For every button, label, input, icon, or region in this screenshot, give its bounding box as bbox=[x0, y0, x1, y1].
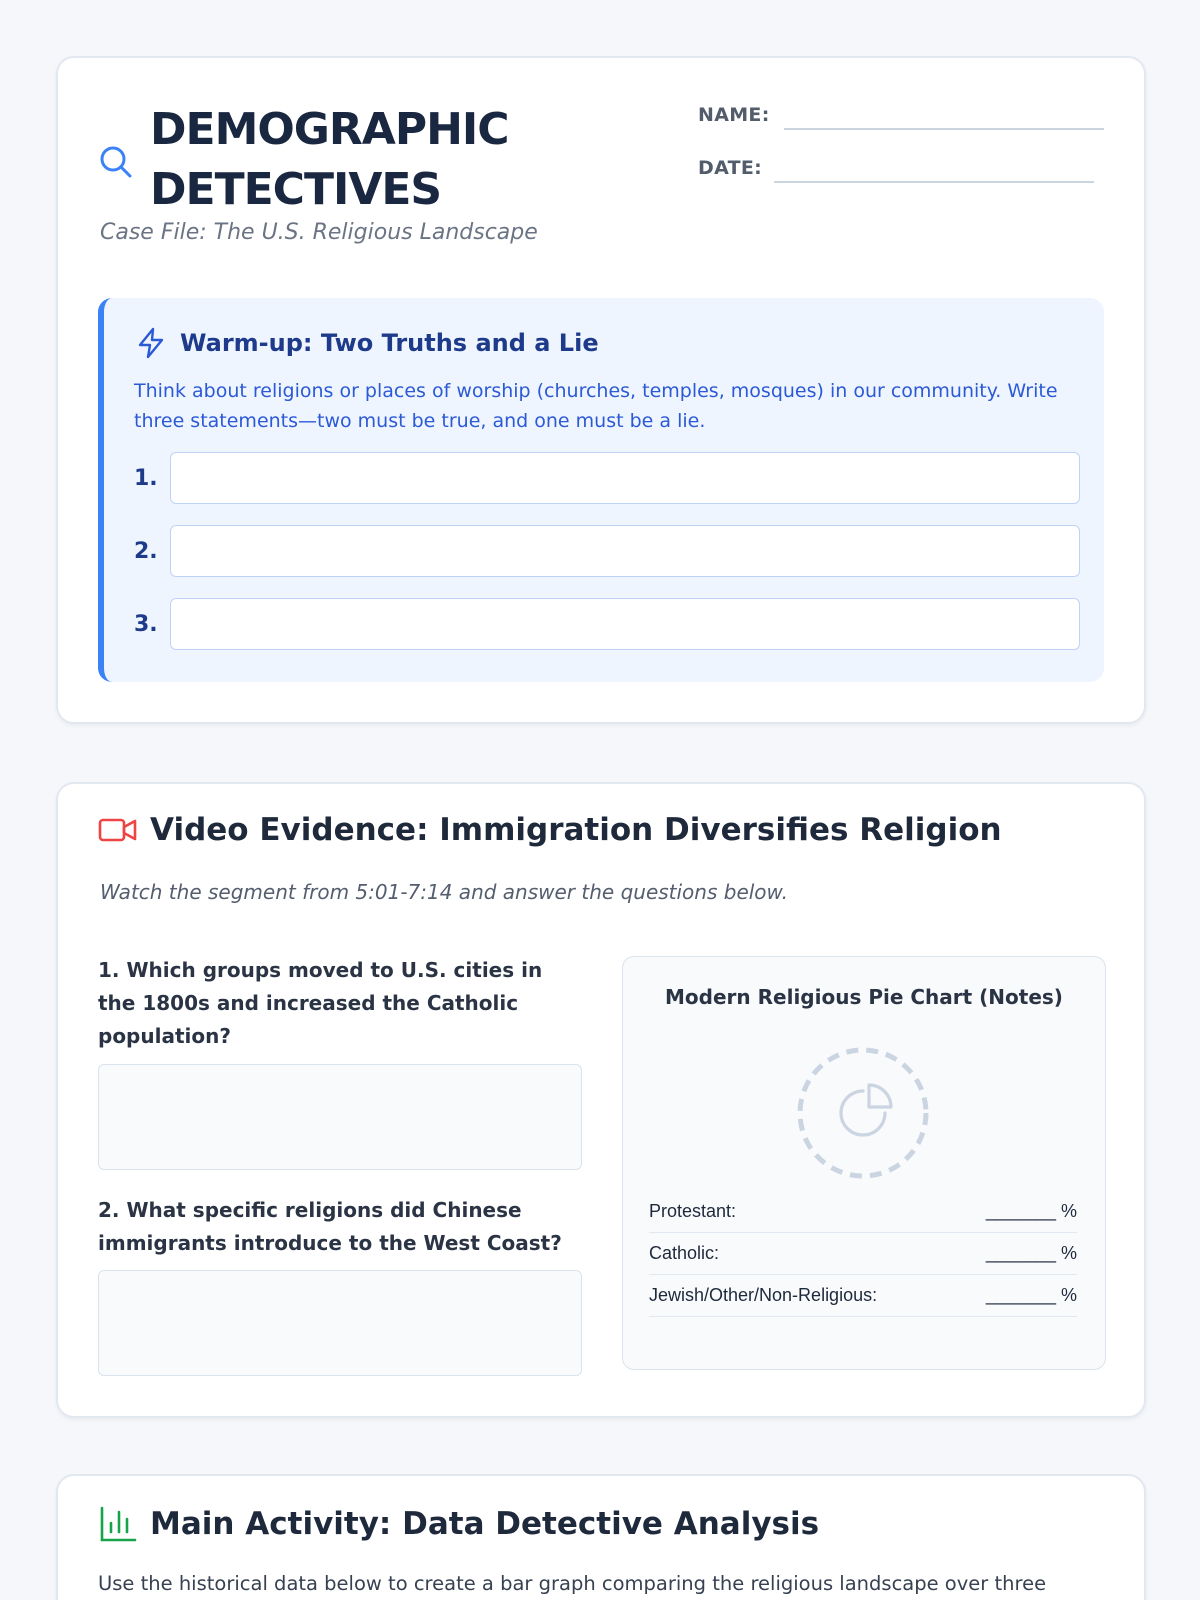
question-2: 2. What specific religions did Chinese immigrants introduce to the West Coast? bbox=[98, 1198, 562, 1255]
main-activity-card bbox=[56, 1474, 1146, 1600]
warmup-item bbox=[134, 452, 1080, 504]
pie-row-label: Protestant: bbox=[649, 1201, 737, 1221]
statement-input-3[interactable] bbox=[170, 598, 1080, 650]
main-activity-title: Main Activity: Data Detective Analysis bbox=[150, 1506, 820, 1542]
statement-input-1[interactable] bbox=[170, 452, 1080, 504]
search-icon bbox=[98, 144, 134, 180]
video-camera-icon bbox=[98, 810, 138, 850]
statement-input-2[interactable] bbox=[170, 525, 1080, 577]
main-activity-description: Use the historical data below to create a bar graph comparing the religious landscape over three bbox=[98, 1572, 1047, 1595]
date-line[interactable] bbox=[774, 181, 1094, 183]
warmup-description: Think about religions or places of worship (churches, temples, mosques) in our community. Write three statements—two must be true, and one must be a lie. bbox=[134, 380, 1058, 432]
date-field bbox=[698, 157, 1094, 179]
main-activity-header bbox=[98, 1504, 819, 1544]
pie-row-blank[interactable]: _______ % bbox=[985, 1243, 1077, 1263]
page-title bbox=[150, 100, 509, 220]
title-line-2: DETECTIVES bbox=[150, 164, 442, 215]
pie-row-catholic bbox=[649, 1233, 1077, 1275]
warmup-header bbox=[134, 326, 599, 360]
name-field bbox=[698, 104, 1104, 126]
warmup-item bbox=[134, 525, 1080, 577]
video-evidence-card bbox=[56, 782, 1146, 1418]
video-section-title: Video Evidence: Immigration Diversifies Religion bbox=[150, 812, 1002, 848]
answer-box-2[interactable] bbox=[98, 1270, 582, 1376]
question-1: 1. Which groups moved to U.S. cities in the 1800s and increased the Catholic population? bbox=[98, 958, 543, 1048]
title-line-1: DEMOGRAPHIC bbox=[150, 104, 509, 155]
warmup-item-number: 2. bbox=[134, 538, 158, 564]
date-label: DATE: bbox=[698, 157, 763, 179]
video-section-header bbox=[98, 810, 1002, 850]
bar-chart-icon bbox=[98, 1504, 138, 1544]
warmup-item-number: 1. bbox=[134, 465, 158, 491]
warmup-panel bbox=[98, 298, 1104, 682]
pie-row-protestant bbox=[649, 1191, 1077, 1233]
warmup-item-number: 3. bbox=[134, 611, 158, 637]
pie-row-blank[interactable]: _______ % bbox=[985, 1201, 1077, 1221]
lightning-icon bbox=[134, 326, 168, 360]
header-card bbox=[56, 56, 1146, 724]
warmup-item bbox=[134, 598, 1080, 650]
pie-row-label: Jewish/Other/Non-Religious: bbox=[649, 1285, 878, 1305]
video-instruction: Watch the segment from 5:01-7:14 and answer the questions below. bbox=[100, 880, 788, 904]
pie-row-label: Catholic: bbox=[649, 1243, 720, 1263]
pie-chart-notes-panel bbox=[622, 956, 1106, 1370]
warmup-title: Warm-up: Two Truths and a Lie bbox=[180, 329, 599, 357]
pie-panel-title: Modern Religious Pie Chart (Notes) bbox=[665, 985, 1063, 1009]
title-block bbox=[98, 100, 509, 220]
pie-row-other bbox=[649, 1275, 1077, 1317]
case-file-subtitle: Case File: The U.S. Religious Landscape bbox=[100, 220, 538, 245]
pie-row-blank[interactable]: _______ % bbox=[985, 1285, 1077, 1305]
name-label: NAME: bbox=[698, 104, 770, 126]
answer-box-1[interactable] bbox=[98, 1064, 582, 1170]
pie-chart-icon bbox=[795, 1045, 931, 1181]
name-line[interactable] bbox=[784, 128, 1104, 130]
